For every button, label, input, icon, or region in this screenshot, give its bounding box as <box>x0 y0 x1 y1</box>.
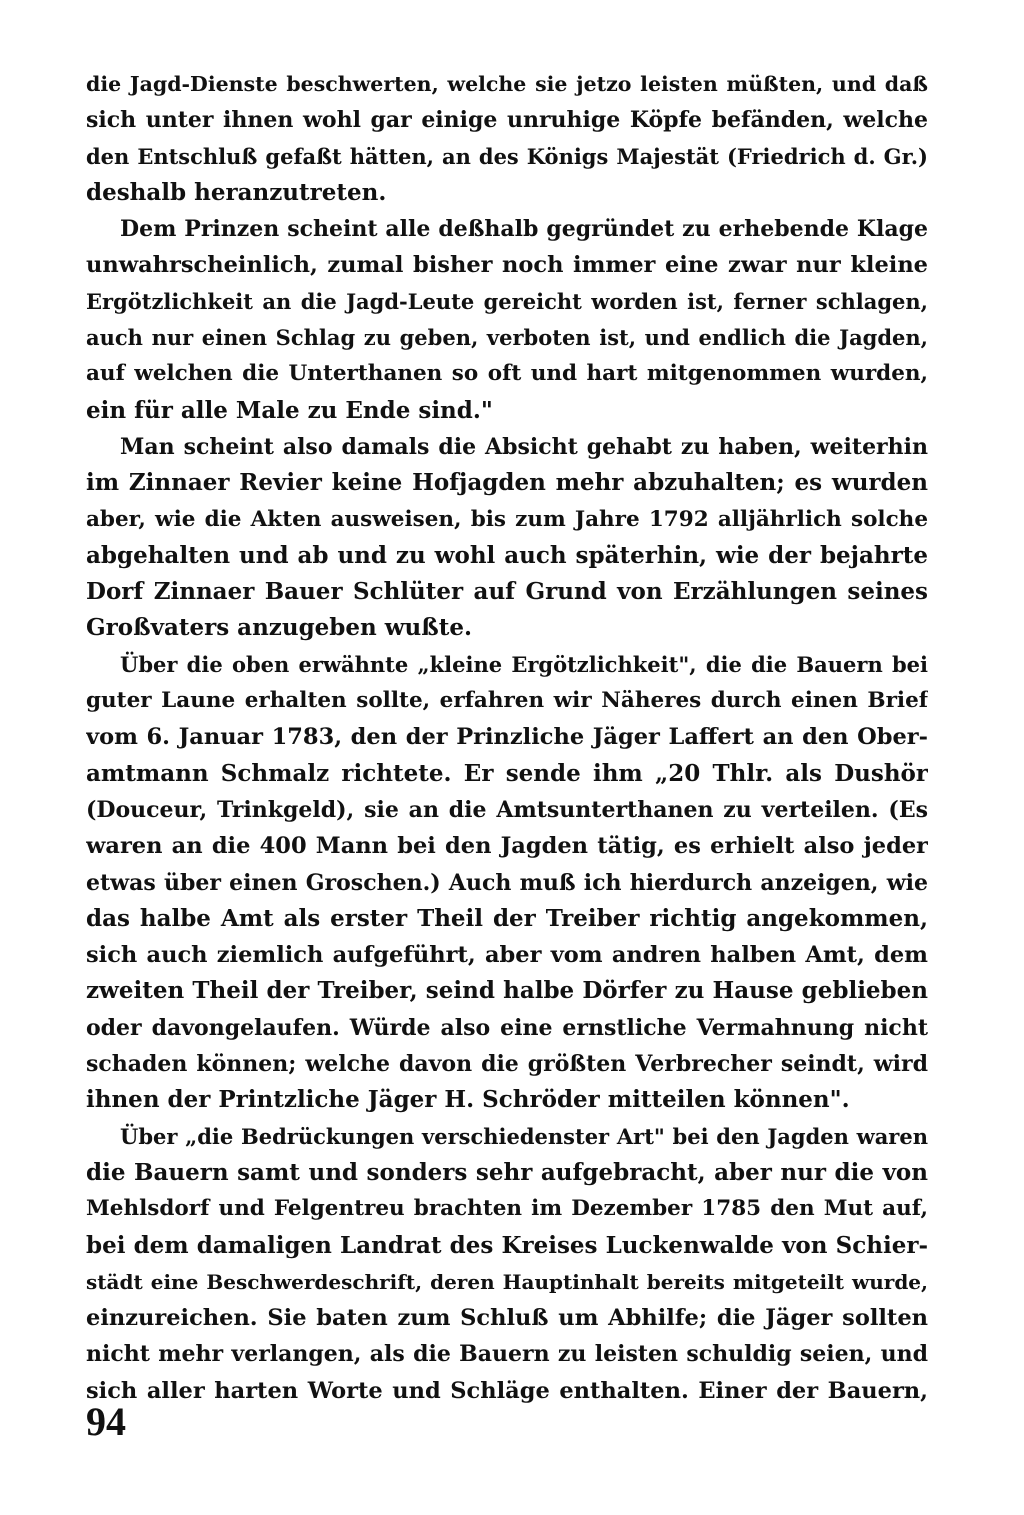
text-line: abgehalten und ab und zu wohl auch späterhin, wie der bejahrte <box>86 541 928 569</box>
text-line: Über „die Bedrückungen verschiedenster Art" bei den Jagden waren <box>120 1123 928 1149</box>
text-line: Dorf Zinnaer Bauer Schlüter auf Grund von Erzählungen seines <box>86 578 928 606</box>
page-number: 94 <box>86 1399 126 1444</box>
text-line: Ergötzlichkeit an die Jagd-Leute gereicht worden ist, ferner schlagen, <box>86 288 928 314</box>
text-line: Dem Prinzen scheint alle deßhalb gegründet zu erhebende Klage <box>120 216 928 243</box>
text-line: unwahrscheinlich, zumal bisher noch immer eine zwar nur kleine <box>86 252 928 279</box>
text-line: auch nur einen Schlag zu geben, verboten ist, und endlich die Jagden, <box>86 325 928 351</box>
text-line: sich auch ziemlich aufgeführt, aber vom andren halben Amt, dem <box>86 942 928 969</box>
body-text <box>86 66 928 1409</box>
text-line: ihnen der Printzliche Jäger H. Schröder mitteilen können". <box>86 1086 850 1114</box>
text-line: deshalb heranzutreten. <box>86 178 387 206</box>
text-line: (Douceur, Trinkgeld), sie an die Amtsunterthanen zu verteilen. (Es <box>86 796 928 823</box>
text-line: sich unter ihnen wohl gar einige unruhige Köpfe befänden, welche <box>86 107 928 134</box>
text-line: die Jagd-Dienste beschwerten, welche sie jetzo leisten müßten, und daß <box>86 72 928 96</box>
text-line: die Bauern samt und sonders sehr aufgebracht, aber nur die von <box>86 1158 928 1186</box>
text-line: im Zinnaer Revier keine Hofjagden mehr abzuhalten; es wurden <box>86 469 928 497</box>
text-line: oder davongelaufen. Würde also eine ernstliche Vermahnung nicht <box>86 1014 928 1041</box>
text-line: städt eine Beschwerdeschrift, deren Hauptinhalt bereits mitgeteilt wurde, <box>86 1269 928 1294</box>
text-line: vom 6. Januar 1783, den der Prinzliche Jäger Laffert an den Ober- <box>86 724 928 751</box>
text-line: amtmann Schmalz richtete. Er sende ihm „20 Thlr. als Dushör <box>86 759 928 787</box>
text-line: ein für alle Male zu Ende sind." <box>86 396 493 424</box>
text-line: auf welchen die Unterthanen so oft und hart mitgenommen wurden, <box>86 361 928 387</box>
text-line: etwas über einen Groschen.) Auch muß ich hierdurch anzeigen, wie <box>86 869 928 896</box>
text-line: Über die oben erwähnte „kleine Ergötzlichkeit", die die Bauern bei <box>120 651 928 677</box>
text-line: aber, wie die Akten ausweisen, bis zum Jahre 1792 alljährlich solche <box>86 506 928 532</box>
text-line: Man scheint also damals die Absicht gehabt zu haben, weiterhin <box>120 433 928 460</box>
text-line: bei dem damaligen Landrat des Kreises Luckenwalde von Schier- <box>86 1231 928 1259</box>
text-line: zweiten Theil der Treiber, seind halbe Dörfer zu Hause geblieben <box>86 977 928 1005</box>
text-line: sich aller harten Worte und Schläge enthalten. Einer der Bauern, <box>86 1377 928 1404</box>
text-line: guter Laune erhalten sollte, erfahren wir Näheres durch einen Brief <box>86 688 928 714</box>
text-line: einzureichen. Sie baten zum Schluß um Abhilfe; die Jäger sollten <box>86 1305 928 1332</box>
text-line: Großvaters anzugeben wußte. <box>86 614 473 642</box>
text-line: schaden können; welche davon die größten Verbrecher seindt, wird <box>86 1051 928 1078</box>
text-line: nicht mehr verlangen, als die Bauern zu leisten schuldig seien, und <box>86 1341 928 1368</box>
text-line: waren an die 400 Mann bei den Jagden tätig, es erhielt also jeder <box>86 833 928 860</box>
text-line: Mehlsdorf und Felgentreu brachten im Dezember 1785 den Mut auf, <box>86 1196 928 1222</box>
text-line: das halbe Amt als erster Theil der Treiber richtig angekommen, <box>86 904 928 932</box>
text-line: den Entschluß gefaßt hätten, an des Königs Majestät (Friedrich d. Gr.) <box>86 143 928 169</box>
